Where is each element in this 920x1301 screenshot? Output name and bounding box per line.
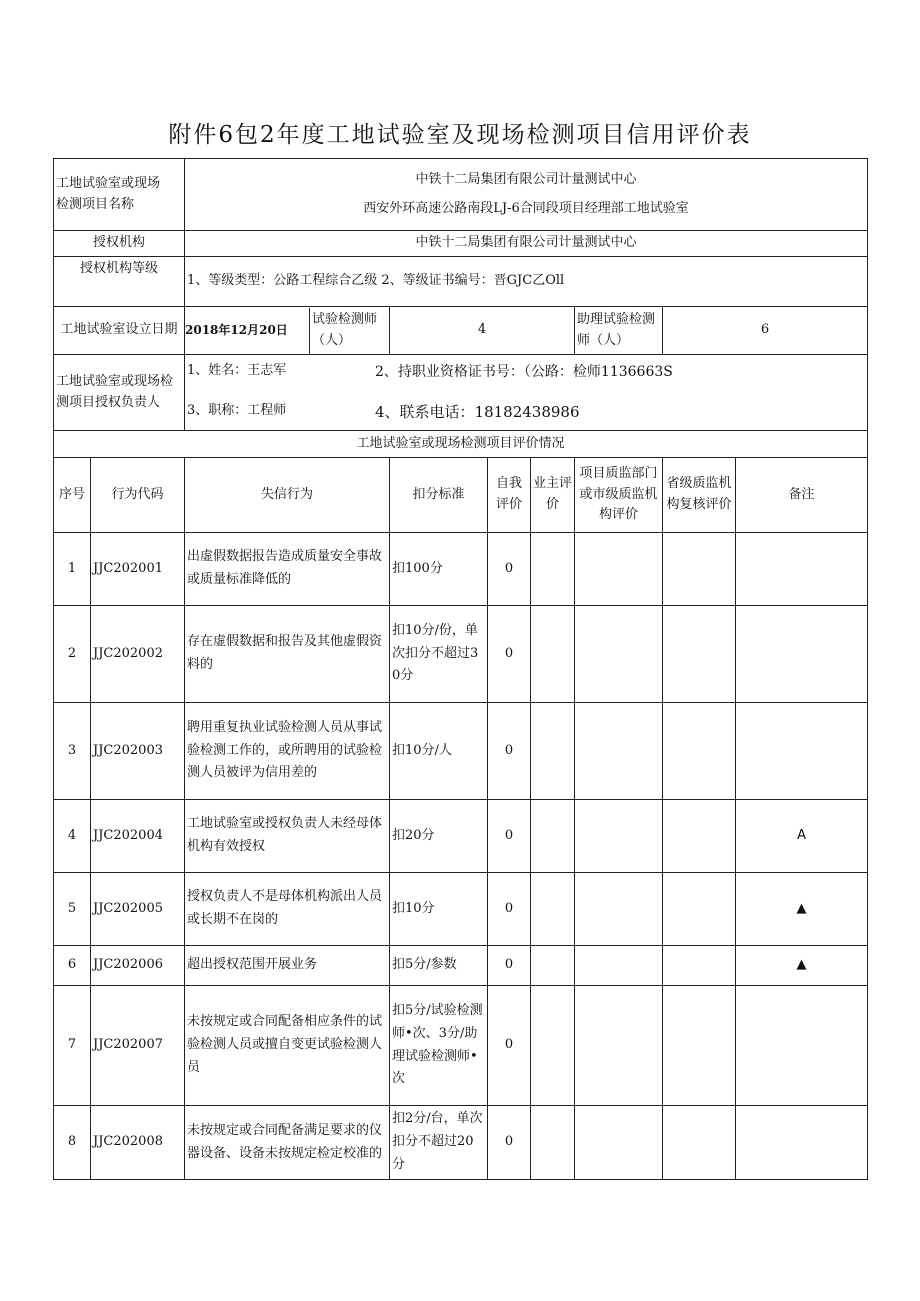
engineer-label: 试验检测师（人） xyxy=(312,311,378,348)
row-province-eval xyxy=(663,800,736,873)
row-supervise-eval xyxy=(575,946,663,986)
person-details xyxy=(185,355,868,431)
row-self-eval: 0 xyxy=(488,986,531,1106)
row-deduct: 扣100分 xyxy=(390,533,488,606)
row-behavior: 存在虚假数据和报告及其他虚假资料的 xyxy=(185,606,390,703)
table-row xyxy=(54,606,868,703)
grade-value: 1、等级类型：公路工程综合乙级 2、等级证书编号：晋GJC乙Oll xyxy=(185,257,868,307)
row-owner-eval xyxy=(531,533,575,606)
person-title: 3、职称：工程师 xyxy=(187,402,287,418)
table-row xyxy=(54,533,868,606)
row-behavior: 未按规定或合同配备相应条件的试验检测人员或擅自变更试验检测人员 xyxy=(185,986,390,1106)
row-owner-eval xyxy=(531,873,575,946)
row-deduct: 扣10分/份，单次扣分不超过30分 xyxy=(390,606,488,703)
row-behavior: 聘用重复执业试验检测人员从事试验检测工作的，或所聘用的试验检测人员被评为信用差的 xyxy=(185,703,390,800)
row-code: JJC202006 xyxy=(91,946,185,986)
row-remark xyxy=(736,533,868,606)
section-row xyxy=(54,431,868,458)
row-province-eval xyxy=(663,533,736,606)
grade-label: 授权机构等级 xyxy=(54,257,185,307)
table-row xyxy=(54,703,868,800)
row-code: JJC202002 xyxy=(91,606,185,703)
authority-row xyxy=(54,231,868,257)
row-self-eval: 0 xyxy=(488,1106,531,1180)
row-self-eval: 0 xyxy=(488,703,531,800)
row-province-eval xyxy=(663,606,736,703)
evaluation-table xyxy=(53,158,868,1180)
section-title: 工地试验室或现场检测项目评价情况 xyxy=(54,431,868,458)
row-remark: ▲ xyxy=(736,873,868,946)
row-deduct: 扣10分 xyxy=(390,873,488,946)
row-code: JJC202008 xyxy=(91,1106,185,1180)
row-seq: 3 xyxy=(54,703,91,800)
row-behavior: 超出授权范围开展业务 xyxy=(185,946,390,986)
person-row xyxy=(54,355,868,431)
row-owner-eval xyxy=(531,946,575,986)
row-supervise-eval xyxy=(575,703,663,800)
name-row xyxy=(54,159,868,231)
person-phone: 4、联系电话：18182438986 xyxy=(375,402,580,421)
setup-value: 2018年12月20日 xyxy=(185,308,311,354)
assistant-value: 6 xyxy=(663,307,868,355)
row-remark xyxy=(736,606,868,703)
row-seq: 2 xyxy=(54,606,91,703)
row-behavior: 未按规定或合同配备满足要求的仪器设备、设备未按规定检定校准的 xyxy=(185,1106,390,1180)
row-code: JJC202005 xyxy=(91,873,185,946)
row-self-eval: 0 xyxy=(488,606,531,703)
row-supervise-eval xyxy=(575,873,663,946)
row-self-eval: 0 xyxy=(488,873,531,946)
row-deduct: 扣10分/人 xyxy=(390,703,488,800)
row-code: JJC202003 xyxy=(91,703,185,800)
row-self-eval: 0 xyxy=(488,800,531,873)
row-seq: 6 xyxy=(54,946,91,986)
grade-row xyxy=(54,257,868,307)
row-province-eval xyxy=(663,703,736,800)
header-owner: 业主评价 xyxy=(531,458,575,533)
row-behavior: 工地试验室或授权负责人未经母体机构有效授权 xyxy=(185,800,390,873)
row-deduct: 扣5分/试验检测师•次、3分/助理试验检测师•次 xyxy=(390,986,488,1106)
row-supervise-eval xyxy=(575,986,663,1106)
row-seq: 1 xyxy=(54,533,91,606)
setup-label: 工地试验室设立日期 xyxy=(54,307,185,355)
row-remark: ▲ xyxy=(736,946,868,986)
person-cert: 2、持职业资格证书号：（公路：检师1136663S xyxy=(375,363,673,380)
header-seq: 序号 xyxy=(54,458,91,533)
row-seq: 5 xyxy=(54,873,91,946)
setup-inner xyxy=(185,308,389,354)
header-row xyxy=(54,458,868,533)
row-remark: A xyxy=(736,800,868,873)
row-supervise-eval xyxy=(575,800,663,873)
authority-value: 中铁十二局集团有限公司计量测试中心 xyxy=(185,231,868,257)
row-remark xyxy=(736,703,868,800)
name-value xyxy=(185,159,868,231)
header-remark: 备注 xyxy=(736,458,868,533)
row-owner-eval xyxy=(531,986,575,1106)
name-value-line-2: 西安外环高速公路南段LJ-6合同段项目经理部工地试验室 xyxy=(363,200,689,216)
setup-combined xyxy=(185,307,390,355)
table-row xyxy=(54,873,868,946)
row-code: JJC202001 xyxy=(91,533,185,606)
person-label: 工地试验室或现场检测项目授权负责人 xyxy=(54,355,185,431)
row-province-eval xyxy=(663,873,736,946)
rows-body xyxy=(54,533,868,1180)
table-row xyxy=(54,800,868,873)
row-owner-eval xyxy=(531,703,575,800)
row-seq: 8 xyxy=(54,1106,91,1180)
row-owner-eval xyxy=(531,606,575,703)
row-province-eval xyxy=(663,1106,736,1180)
row-owner-eval xyxy=(531,1106,575,1180)
row-code: JJC202004 xyxy=(91,800,185,873)
row-behavior: 出虚假数据报告造成质量安全事故或质量标准降低的 xyxy=(185,533,390,606)
person-line-2 xyxy=(187,403,865,423)
row-deduct: 扣2分/台，单次扣分不超过20分 xyxy=(390,1106,488,1180)
header-supervise: 项目质监部门或市级质监机构评价 xyxy=(575,458,663,533)
header-behavior: 失信行为 xyxy=(185,458,390,533)
engineer-value: 4 xyxy=(390,307,575,355)
row-self-eval: 0 xyxy=(488,946,531,986)
row-owner-eval xyxy=(531,800,575,873)
page-title: 附件6包2年度工地试验室及现场检测项目信用评价表 xyxy=(168,122,752,148)
table-row xyxy=(54,946,868,986)
row-province-eval xyxy=(663,986,736,1106)
assistant-label: 助理试验检测师（人） xyxy=(575,307,663,355)
row-behavior: 授权负责人不是母体机构派出人员或长期不在岗的 xyxy=(185,873,390,946)
row-remark xyxy=(736,1106,868,1180)
authority-label: 授权机构 xyxy=(54,231,185,257)
table-row xyxy=(54,1106,868,1180)
header-self: 自我评价 xyxy=(488,458,531,533)
header-code: 行为代码 xyxy=(91,458,185,533)
person-line-1 xyxy=(187,363,865,381)
row-deduct: 扣20分 xyxy=(390,800,488,873)
row-remark xyxy=(736,986,868,1106)
row-seq: 4 xyxy=(54,800,91,873)
name-value-line-1: 中铁十二局集团有限公司计量测试中心 xyxy=(415,171,637,187)
row-supervise-eval xyxy=(575,1106,663,1180)
row-supervise-eval xyxy=(575,606,663,703)
row-deduct: 扣5分/参数 xyxy=(390,946,488,986)
header-deduct: 扣分标准 xyxy=(390,458,488,533)
name-label: 工地试验室或现场检测项目名称 xyxy=(54,159,185,231)
person-name: 1、姓名：王志军 xyxy=(187,362,287,378)
row-province-eval xyxy=(663,946,736,986)
setup-row xyxy=(54,307,868,355)
row-code: JJC202007 xyxy=(91,986,185,1106)
row-self-eval: 0 xyxy=(488,533,531,606)
table-row xyxy=(54,986,868,1106)
row-supervise-eval xyxy=(575,533,663,606)
row-seq: 7 xyxy=(54,986,91,1106)
header-province: 省级质监机构复核评价 xyxy=(663,458,736,533)
